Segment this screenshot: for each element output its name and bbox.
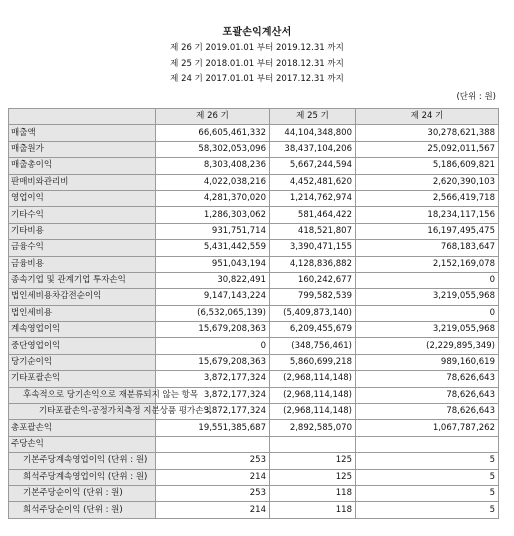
row-label: 기타포괄손익 xyxy=(9,371,156,387)
value-cell: 3,872,177,324 xyxy=(156,371,270,387)
row-label: 기타비용 xyxy=(9,223,156,239)
value-cell: 25,092,011,567 xyxy=(356,141,499,157)
value-cell: 3,872,177,324 xyxy=(156,387,270,403)
row-label: 매출액 xyxy=(9,125,156,141)
row-label: 법인세비용차감전순이익 xyxy=(9,289,156,305)
value-cell: 418,521,807 xyxy=(270,223,356,239)
table-row xyxy=(9,207,499,223)
value-cell: 0 xyxy=(156,338,270,354)
value-cell: (2,229,895,349) xyxy=(356,338,499,354)
value-cell: 2,152,169,078 xyxy=(356,256,499,272)
table-row xyxy=(9,141,499,157)
table-row xyxy=(9,371,499,387)
row-label: 당기순이익 xyxy=(9,354,156,370)
value-cell: 5 xyxy=(356,469,499,485)
value-cell: 253 xyxy=(156,485,270,501)
row-label: 중단영업이익 xyxy=(9,338,156,354)
value-cell: 5,667,244,594 xyxy=(270,158,356,174)
value-cell: 3,872,177,324 xyxy=(156,404,270,420)
table-row xyxy=(9,436,499,452)
value-cell: 6,209,455,679 xyxy=(270,322,356,338)
table-row xyxy=(9,190,499,206)
row-label: 총포괄손익 xyxy=(9,420,156,436)
row-label: 기타수익 xyxy=(9,207,156,223)
value-cell: (2,968,114,148) xyxy=(270,387,356,403)
value-cell: 3,390,471,155 xyxy=(270,240,356,256)
value-cell: 38,437,104,206 xyxy=(270,141,356,157)
value-cell: 19,551,385,687 xyxy=(156,420,270,436)
value-cell: 1,067,787,262 xyxy=(356,420,499,436)
value-cell: 5,431,442,559 xyxy=(156,240,270,256)
row-label: 희석주당순이익 (단위 : 원) xyxy=(9,502,156,518)
row-label: 매출원가 xyxy=(9,141,156,157)
row-label: 계속영업이익 xyxy=(9,322,156,338)
row-label: 영업이익 xyxy=(9,190,156,206)
table-row xyxy=(9,453,499,469)
income-statement-table xyxy=(8,108,499,519)
value-cell: 214 xyxy=(156,502,270,518)
value-cell: 2,892,585,070 xyxy=(270,420,356,436)
value-cell: (5,409,873,140) xyxy=(270,305,356,321)
table-row xyxy=(9,272,499,288)
value-cell: 125 xyxy=(270,453,356,469)
value-cell: (6,532,065,139) xyxy=(156,305,270,321)
value-cell: 3,219,055,968 xyxy=(356,322,499,338)
value-cell: 5,186,609,821 xyxy=(356,158,499,174)
value-cell: 78,626,643 xyxy=(356,404,499,420)
value-cell: 581,464,422 xyxy=(270,207,356,223)
value-cell: 15,679,208,363 xyxy=(156,322,270,338)
value-cell: 931,751,714 xyxy=(156,223,270,239)
table-body xyxy=(9,125,499,518)
table-row xyxy=(9,158,499,174)
value-cell: 66,605,461,332 xyxy=(156,125,270,141)
value-cell: 4,281,370,020 xyxy=(156,190,270,206)
value-cell: 30,822,491 xyxy=(156,272,270,288)
value-cell: (2,968,114,148) xyxy=(270,371,356,387)
table-row xyxy=(9,485,499,501)
period-line-24: 제 24 기 2017.01.01 부터 2017.12.31 까지 xyxy=(170,74,344,84)
row-label: 법인세비용 xyxy=(9,305,156,321)
table-row xyxy=(9,338,499,354)
value-cell: 9,147,143,224 xyxy=(156,289,270,305)
row-label: 주당손익 xyxy=(9,436,156,452)
value-cell: 951,043,194 xyxy=(156,256,270,272)
row-label: 금융수익 xyxy=(9,240,156,256)
value-cell: 1,286,303,062 xyxy=(156,207,270,223)
table-row xyxy=(9,404,499,420)
table-row xyxy=(9,322,499,338)
value-cell: 125 xyxy=(270,469,356,485)
header-period-25: 제 25 기 xyxy=(270,109,356,125)
period-line-26: 제 26 기 2019.01.01 부터 2019.12.31 까지 xyxy=(170,43,344,53)
value-cell: 1,214,762,974 xyxy=(270,190,356,206)
value-cell: 5 xyxy=(356,485,499,501)
value-cell: 5 xyxy=(356,502,499,518)
period-line-25: 제 25 기 2018.01.01 부터 2018.12.31 까지 xyxy=(170,59,344,69)
value-cell xyxy=(270,436,356,452)
value-cell: 5,860,699,218 xyxy=(270,354,356,370)
table-row xyxy=(9,305,499,321)
value-cell: 214 xyxy=(156,469,270,485)
header-period-24: 제 24 기 xyxy=(356,109,499,125)
value-cell: 118 xyxy=(270,502,356,518)
document-title: 포괄손익계산서 xyxy=(222,27,292,38)
row-label: 희석주당계속영업이익 (단위 : 원) xyxy=(9,469,156,485)
value-cell: 0 xyxy=(356,305,499,321)
row-label: 금융비용 xyxy=(9,256,156,272)
table-row xyxy=(9,256,499,272)
value-cell: 44,104,348,800 xyxy=(270,125,356,141)
row-label: 기타포괄손익-공정가치측정 지분상품 평가손익 xyxy=(9,404,156,420)
table-row xyxy=(9,240,499,256)
row-label: 판매비와관리비 xyxy=(9,174,156,190)
value-cell xyxy=(156,436,270,452)
value-cell: 799,582,539 xyxy=(270,289,356,305)
value-cell: 0 xyxy=(356,272,499,288)
header-row xyxy=(9,109,499,125)
header-period-26: 제 26 기 xyxy=(156,109,270,125)
value-cell: 2,620,390,103 xyxy=(356,174,499,190)
table-row xyxy=(9,387,499,403)
value-cell: 30,278,621,388 xyxy=(356,125,499,141)
value-cell: 8,303,408,236 xyxy=(156,158,270,174)
row-label: 기본주당계속영업이익 (단위 : 원) xyxy=(9,453,156,469)
value-cell: 989,160,619 xyxy=(356,354,499,370)
value-cell: (2,968,114,148) xyxy=(270,404,356,420)
value-cell: 4,022,038,216 xyxy=(156,174,270,190)
value-cell: 5 xyxy=(356,453,499,469)
value-cell: 3,219,055,968 xyxy=(356,289,499,305)
row-label: 기본주당순이익 (단위 : 원) xyxy=(9,485,156,501)
value-cell: 118 xyxy=(270,485,356,501)
value-cell: 15,679,208,363 xyxy=(156,354,270,370)
value-cell: 253 xyxy=(156,453,270,469)
table-row xyxy=(9,420,499,436)
table-row xyxy=(9,223,499,239)
table-row xyxy=(9,174,499,190)
value-cell: 768,183,647 xyxy=(356,240,499,256)
header-blank xyxy=(9,109,156,125)
value-cell: 18,234,117,156 xyxy=(356,207,499,223)
table-row xyxy=(9,354,499,370)
table-row xyxy=(9,469,499,485)
value-cell: 160,242,677 xyxy=(270,272,356,288)
table-row xyxy=(9,289,499,305)
value-cell: 2,566,419,718 xyxy=(356,190,499,206)
row-label: 후속적으로 당기손익으로 재분류되지 않는 항목 xyxy=(9,387,156,403)
table-row xyxy=(9,125,499,141)
row-label: 매출총이익 xyxy=(9,158,156,174)
value-cell xyxy=(356,436,499,452)
unit-label: (단위 : 원) xyxy=(456,92,496,102)
row-label: 종속기업 및 관계기업 투자손익 xyxy=(9,272,156,288)
value-cell: 16,197,495,475 xyxy=(356,223,499,239)
table-row xyxy=(9,502,499,518)
value-cell: 78,626,643 xyxy=(356,387,499,403)
value-cell: 4,452,481,620 xyxy=(270,174,356,190)
value-cell: 58,302,053,096 xyxy=(156,141,270,157)
value-cell: 4,128,836,882 xyxy=(270,256,356,272)
value-cell: (348,756,461) xyxy=(270,338,356,354)
value-cell: 78,626,643 xyxy=(356,371,499,387)
